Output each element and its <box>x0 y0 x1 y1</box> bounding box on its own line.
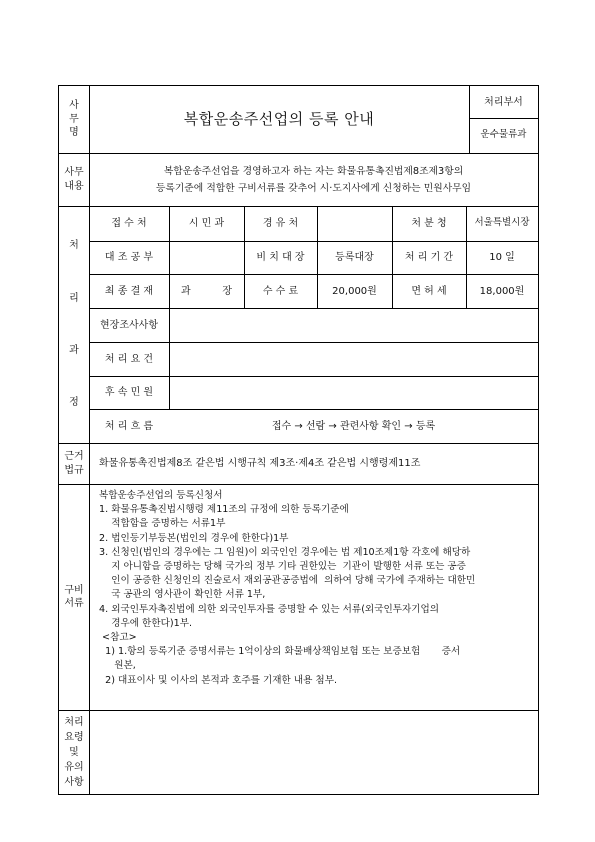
disposal-value: 서울특별시장 <box>474 217 530 229</box>
basis-label <box>59 443 89 484</box>
label-part: 사무 <box>64 167 84 178</box>
dept-value: 운수물류과 <box>480 129 527 141</box>
ledger-label: 비 치 대 장 <box>256 252 305 263</box>
label-part: 법규 <box>64 464 84 476</box>
notes-content <box>89 710 538 794</box>
fee-value: 20,000원 <box>332 285 377 297</box>
documents-label <box>59 484 89 710</box>
period-value: 10 일 <box>489 252 515 263</box>
affairs-line: 등록기준에 적합한 구비서류를 갖추어 시·도지사에게 신청하는 민원사무임 <box>155 182 472 194</box>
follow-up-label: 후 속 민 원 <box>104 387 154 398</box>
document-line: 적합함을 증명하는 서류1부 <box>99 518 226 530</box>
label-part: 요령 <box>64 731 84 743</box>
label-part: 유의 <box>64 761 84 773</box>
collation-label: 대 조 공 부 <box>104 252 154 263</box>
document-line: 2. 법인등기부등본(법인의 경우에 한한다)1부 <box>99 532 289 544</box>
notes-label <box>59 710 89 794</box>
reception-value: 시 민 과 <box>188 218 225 229</box>
basis-text: 화물유통촉진법제8조 같은법 시행규칙 제3조·제4조 같은법 시행령제11조 <box>99 458 421 469</box>
requirements-label: 처 리 요 건 <box>104 353 154 365</box>
label-char: 처 <box>69 240 79 252</box>
label-part: 처리 <box>64 716 84 728</box>
documents-list <box>99 489 537 688</box>
page-title: 복합운송주선업의 등록 안내 <box>183 109 375 128</box>
document-line: 경우에 한한다)1부. <box>99 617 193 629</box>
document-line: 복합운송주선업의 등록신청서 <box>99 490 223 501</box>
label-part: 근거 <box>64 451 84 462</box>
label-part: 구비 <box>64 584 84 596</box>
label-part: 서류 <box>64 598 84 609</box>
document-line: 1) 1.항의 등록기준 증명서류는 1억이상의 화물배상책임보험 또는 보증보험 증서 <box>99 646 461 658</box>
process-label <box>59 206 89 443</box>
reception-label: 접 수 처 <box>111 218 147 229</box>
document-line: 1. 화물유통촉진법시행령 제11조의 규정에 의한 등록기준에 <box>99 504 349 516</box>
collation-value <box>169 241 244 274</box>
label-part: 내용 <box>64 180 84 192</box>
affairs-line: 복합운송주선업을 경영하고자 하는 자는 화물유통촉진법제8조제3항의 <box>163 165 464 177</box>
document-line: 4. 외국인투자촉진법에 의한 외국인투자를 증명할 수 있는 서류(외국인투자기업의 <box>99 603 440 615</box>
label-part: 사항 <box>64 776 84 788</box>
label-char: 리 <box>69 292 79 304</box>
document-line: 원본, <box>99 660 136 672</box>
document-line: 2) 대표이사 및 이사의 본적과 호주를 기재한 내용 첨부. <box>99 674 338 686</box>
label-char: 무 <box>69 113 79 125</box>
site-survey-label: 현장조사사항 <box>100 319 158 331</box>
via-value <box>317 206 392 241</box>
affairs-label <box>59 153 89 206</box>
document-line: 국 공관의 영사관이 확인한 서류 1부, <box>99 589 266 601</box>
flow-label: 처 리 흐 름 <box>104 420 154 432</box>
license-tax-value: 18,000원 <box>479 285 525 297</box>
via-label: 경 유 처 <box>262 218 299 229</box>
label-char: 명 <box>69 127 79 139</box>
ledger-value: 등록대장 <box>335 252 374 263</box>
approver-value: 과 장 <box>180 285 233 297</box>
label-char: 사 <box>69 100 79 112</box>
dept-label: 처리부서 <box>484 96 523 108</box>
flow-value: 접수 → 선람 → 관련사항 확인 → 등록 <box>271 420 436 432</box>
affairs-content <box>89 153 538 206</box>
period-label: 처 리 기 간 <box>404 252 454 263</box>
label-char: 정 <box>69 397 79 409</box>
document-line: <참고> <box>99 632 137 644</box>
document-line: 인이 공증한 신청인의 진술로서 재외공관공증법에 의하여 당해 국가에 주재하는 대한민 <box>99 575 476 587</box>
disposal-label: 처 분 청 <box>411 218 447 229</box>
label-char: 과 <box>69 344 79 356</box>
license-tax-label: 면 허 세 <box>411 285 447 297</box>
fee-label: 수 수 료 <box>262 285 299 297</box>
divider <box>59 484 538 485</box>
label-part: 및 <box>69 746 79 758</box>
registration-guide-form <box>58 85 539 795</box>
document-line: 지 아니함을 증명하는 당해 국가의 정부 기타 권한있는 기관이 발행한 서류 또는 공증 <box>99 561 466 573</box>
approver-label: 최 종 결 재 <box>104 285 154 297</box>
document-line: 3. 신청인(법인의 경우에는 그 임원)이 외국인인 경우에는 법 제10조제1항 각호에 해당하 <box>99 546 471 558</box>
affair-name-label <box>59 86 89 153</box>
